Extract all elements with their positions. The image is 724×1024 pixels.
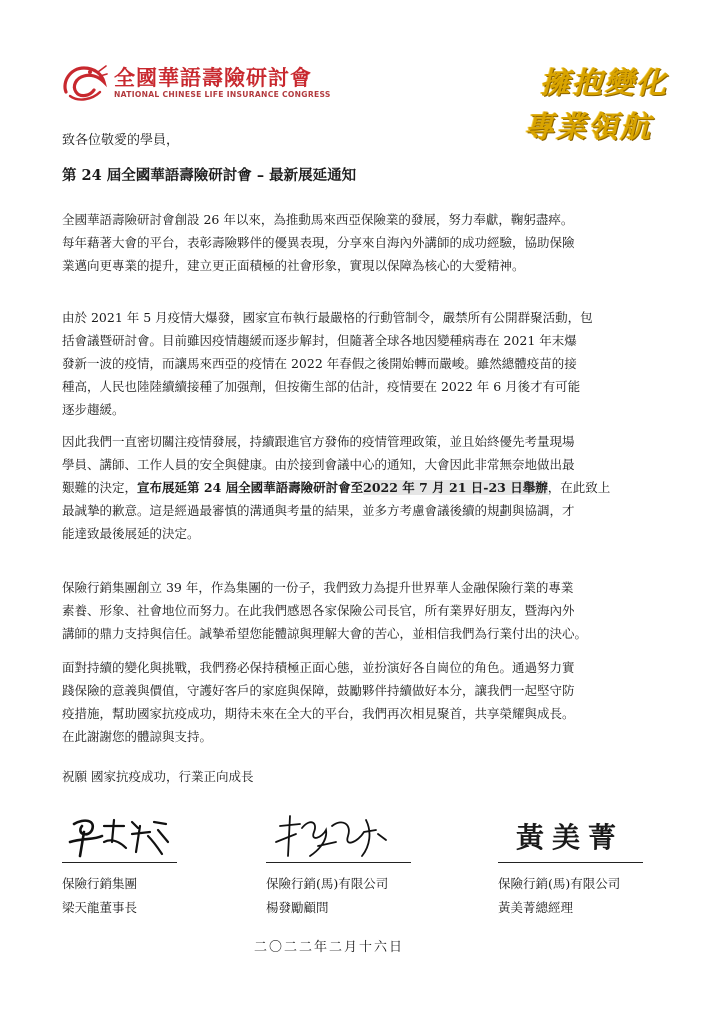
paragraph-line-with-announcement [62,476,672,499]
paragraph-line: 講師的鼎力支持與信任。誠摯希望您能體諒與理解大會的苦心，並相信我們為行業付出的決心。 [62,626,588,641]
signatory-organization: 保險行銷(馬)有限公司 [266,876,389,891]
line-prefix: 艱難的決定， [62,480,138,495]
paragraph-line: 括會議暨研討會。目前雖因疫情趨緩而逐步解封，但隨著全球各地因變種病毒在 2021 年末爆 [62,333,577,348]
signature-block-2 [266,812,426,942]
paragraph-line: 疫措施，幫助國家抗疫成功，期待未來在全大的平台，我們再次相見聚首，共享榮耀與成長。 [62,706,575,721]
paragraph-line: 因此我們一直密切關注疫情發展，持續跟進官方發佈的疫情管理政策，並且始終優先考量現場 [62,434,575,449]
notice-title: 第 24 屆全國華語壽險研討會 – 最新展延通知 [62,167,357,184]
paragraph-line: 在此謝謝您的體諒與支持。 [62,729,213,744]
paragraph-line: 學員、講師、工作人員的安全與健康。由於接到會議中心的通知，大會因此非常無奈地做出最 [62,457,575,472]
letter-date: 二〇二二年二月十六日 [254,940,405,955]
paragraph-line: 保險行銷集團創立 39 年，作為集團的一份子，我們致力為提升世界華人金融保險行業的專業 [62,580,574,595]
new-event-date: 2022 年 7 月 21 日-23 日舉辦 [363,480,548,495]
closing-wishes: 祝願 國家抗疫成功，行業正向成長 [62,769,254,784]
signatory-organization: 保險行銷(馬)有限公司 [498,876,621,891]
paragraph-line: 業邁向更專業的提升，建立更正面積極的社會形象，實現以保障為核心的大愛精神。 [62,258,525,273]
paragraph-1 [62,208,672,277]
paragraph-line: 種高，人民也陸陸續續接種了加强劑，但按衛生部的估計，疫情要在 2022 年 6 月後才有可能 [62,379,581,394]
org-name-english: NATIONAL CHINESE LIFE INSURANCE CONGRESS [114,90,331,99]
paragraph-line: 由於 2021 年 5 月疫情大爆發，國家宣布執行最嚴格的行動管制令，嚴禁所有公開群聚活動，包 [62,310,593,325]
slogan-graphic [520,58,710,148]
slogan-line-1: 擁抱變化 [540,66,668,101]
slogan-line-2: 專業領航 [524,110,652,145]
printed-signature-3: 黃美菁 [516,821,625,854]
line-suffix: ，在此致上 [547,480,611,495]
signatory-organization: 保險行銷集團 [62,876,138,891]
signatory-name: 黃美菁總經理 [498,900,574,915]
paragraph-line: 全國華語壽險研討會創設 26 年以來，為推動馬來西亞保險業的發展，努力奉獻，鞠躬盡瘁。 [62,212,574,227]
handwritten-signature-1 [62,812,222,862]
paragraph-5 [62,656,672,748]
signature-line [62,862,177,863]
paragraph-2 [62,306,672,421]
paragraph-line: 面對持續的變化與挑戰，我們務必保持積極正面心態，並扮演好各自崗位的角色。通過努力實 [62,660,575,675]
paragraph-line: 逐步趨緩。 [62,402,125,417]
paragraph-line: 最誠摯的歉意。這是經過最審慎的溝通與考量的結果，並多方考慮會議後續的規劃與協調，才 [62,503,575,518]
paragraph-3 [62,430,672,545]
signature-block-1 [62,812,222,942]
signature-line [266,862,411,863]
paragraph-line: 素養、形象、社會地位而努力。在此我們感恩各家保險公司長官，所有業界好朋友，暨海內外 [62,603,575,618]
org-name: 全國華語壽險研討會 [114,66,312,90]
congress-logo [60,60,360,106]
signatory-name: 楊發勵顧問 [266,900,329,915]
greeting: 致各位敬愛的學員， [62,133,180,148]
handwritten-signature-2 [266,812,426,862]
signatory-name: 梁天龍董事長 [62,900,138,915]
postponement-announcement: 宣布展延第 24 屆全國華語壽險研討會至 [137,480,364,495]
paragraph-line: 發新一波的疫情，而讓馬來西亞的疫情在 2022 年春假之後開始轉而嚴峻。雖然總體疫苗的接 [62,356,577,371]
signature-line [498,862,643,863]
paragraph-line: 每年藉著大會的平台，表彰壽險夥伴的優異表現，分享來自海內外講師的成功經驗，協助保險 [62,235,575,250]
signature-block-3 [498,812,658,942]
paragraph-line: 能達致最後展延的決定。 [62,526,200,541]
paragraph-line: 踐保險的意義與價值，守護好客戶的家庭與保障，鼓勵夥伴持續做好本分，讓我們一起堅守防 [62,683,575,698]
dragon-logo-icon [60,62,108,102]
paragraph-4 [62,576,672,645]
